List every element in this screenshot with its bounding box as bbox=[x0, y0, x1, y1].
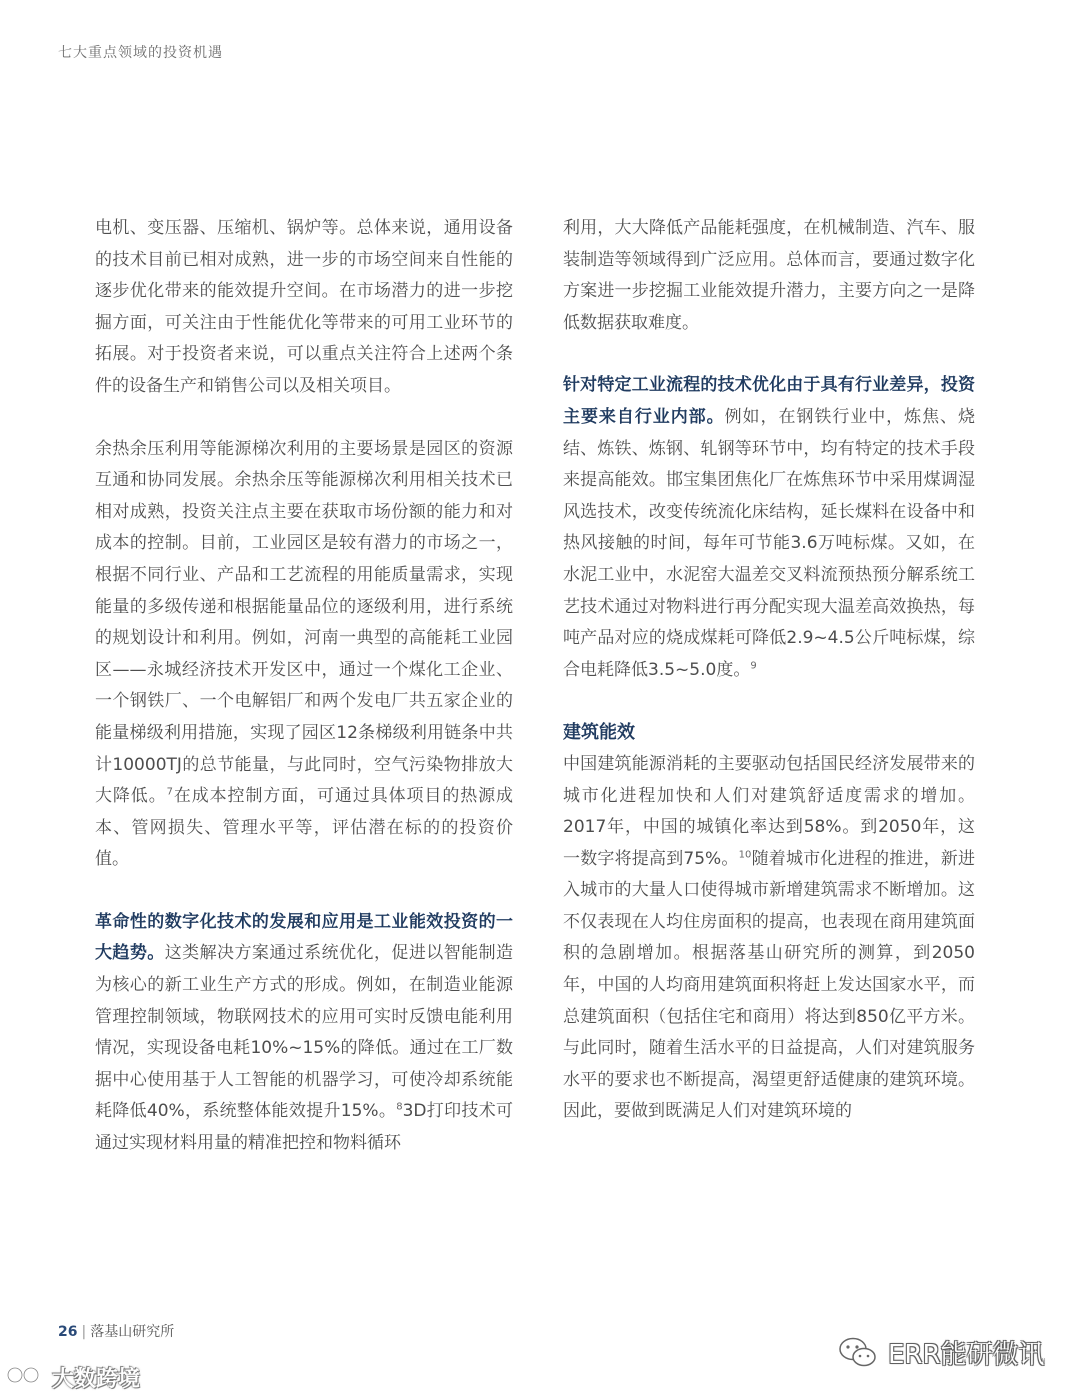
right-paragraph-3-text-b: 随着城市化进程的推进，新进入城市的大量人口使得城市新增建筑需求不断增加。这不仅表现在人均住房面积的提高，也表现在商用建筑面积的急剧增加。根据落基山研究所的测算，到2050年，中国的人均商用建筑面积将赶上发达国家水平，而总建筑面积（包括住宅和商用）将达到850亿平方米。与此同时，随着生活水平的日益提高，人们对建筑服务水平的要求也不断提高，渴望更舒适健康的建筑环境。因此，要做到既满足人们对建筑环境的 bbox=[563, 848, 975, 1122]
right-paragraph-2-text: 例如，在钢铁行业中，炼焦、烧结、炼铁、炼钢、轧钢等环节中，均有特定的技术手段来提高能效。邯宝集团焦化厂在炼焦环节中采用煤调湿风选技术，改变传统流化床结构，延长煤料在设备中和热风接触的时间，每年可节能3.6万吨标煤。又如，在水泥工业中，水泥窑大温差交叉料流预热预分解系统工艺技术通过对物料进行再分配实现大温差高效换热，每吨产品对应的烧成煤耗可降低2.9~4.5公斤吨标煤，综合电耗降低3.5~5.0度。 bbox=[563, 406, 976, 680]
watermark-right-text: ERR能研微讯 bbox=[888, 1340, 1045, 1370]
right-paragraph-2-lead: 针对特定工业流程的技术优化由于具有行业差异，投资主要来自行业内部。 bbox=[563, 375, 975, 427]
left-paragraph-3-text-a: 这类解决方案通过系统优化，促进以智能制造为核心的新工业生产方式的形成。例如，在制造业能源管理控制领域，物联网技术的应用可实时反馈电能利用情况，实现设备电耗10%~15%的降低。通过在工厂数据中心使用基于人工智能的机器学习，可使冷却系统能耗降低40%，系统整体能效提升15%。 bbox=[95, 943, 514, 1122]
left-paragraph-2-text-a: 余热余压利用等能源梯次利用的主要场景是园区的资源互通和协同发展。余热余压等能源梯次利用相关技术已相对成熟，投资关注点主要在获取市场份额的能力和对成本的控制。目前，工业园区是较有潜力的市场之一，根据不同行业、产品和工艺流程的用能质量需求，实现能量的多级传递和根据能量品位的逐级利用，进行系统的规划设计和利用。例如，河南一典型的高能耗工业园区——永城经济技术开发区中，通过一个煤化工企业、一个钢铁厂、一个电解铝厂和两个发电厂共五家企业的能量梯级利用措施，实现了园区12条梯级利用链条中共计10000TJ的总节能量，与此同时，空气污染物排放大大降低。 bbox=[95, 438, 513, 807]
footnote-ref-8: 8 bbox=[396, 1101, 403, 1113]
right-column bbox=[563, 213, 975, 1128]
left-paragraph-3-text-b: 3D打印技术可通过实现材料用量的精准把控和物料循环 bbox=[95, 1101, 514, 1154]
right-paragraph-3-text-a: 中国建筑能源消耗的主要驱动包括国民经济发展带来的城市化进程加快和人们对建筑舒适度需求的增加。2017年，中国的城镇化率达到58%。到2050年，这一数字将提高到75%。 bbox=[563, 753, 975, 869]
wechat-icon bbox=[838, 1336, 878, 1370]
page-number: 26 bbox=[58, 1324, 78, 1340]
right-paragraph-3 bbox=[563, 749, 975, 1128]
left-paragraph-1 bbox=[95, 213, 513, 403]
footnote-ref-9: 9 bbox=[750, 660, 757, 672]
left-paragraph-2-text-b: 在成本控制方面，可通过具体项目的热源成本、管网损失、管理水平等，评估潜在标的的投资价值。 bbox=[95, 786, 514, 870]
publisher-name: 落基山研究所 bbox=[90, 1324, 175, 1340]
left-paragraph-2 bbox=[95, 434, 513, 876]
footnote-ref-7: 7 bbox=[166, 786, 173, 798]
watermark-right bbox=[838, 1334, 1045, 1371]
right-paragraph-1-text: 利用，大大降低产品能耗强度，在机械制造、汽车、服装制造等领域得到广泛应用。总体而言，要通过数字化方案进一步挖掘工业能效提升潜力，主要方向之一是降低数据获取难度。 bbox=[563, 218, 975, 333]
right-paragraph-2 bbox=[563, 370, 975, 686]
running-header-title: 七大重点领域的投资机遇 bbox=[58, 45, 223, 61]
footnote-ref-10: 10 bbox=[738, 849, 752, 861]
watermark-left bbox=[6, 1362, 140, 1393]
footer-separator: | bbox=[81, 1324, 87, 1340]
page-footer bbox=[58, 1321, 174, 1341]
left-paragraph-1-text: 电机、变压器、压缩机、锅炉等。总体来说，通用设备的技术目前已相对成熟，进一步的市场空间来自性能的逐步优化带来的能效提升空间。在市场潜力的进一步挖掘方面，可关注由于性能优化等带来的可用工业环节的拓展。对于投资者来说，可以重点关注符合上述两个条件的设备生产和销售公司以及相关项目。 bbox=[95, 218, 513, 396]
running-header bbox=[58, 42, 223, 62]
left-column bbox=[95, 213, 513, 1160]
right-paragraph-1 bbox=[563, 213, 975, 339]
left-paragraph-3 bbox=[95, 907, 513, 1160]
logo-mark-icon bbox=[6, 1364, 46, 1391]
watermark-left-text: 大数跨境 bbox=[52, 1367, 141, 1392]
section-heading-building-efficiency: 建筑能效 bbox=[563, 722, 635, 744]
left-paragraph-3-lead: 革命性的数字化技术的发展和应用是工业能效投资的一大趋势。 bbox=[95, 911, 513, 964]
